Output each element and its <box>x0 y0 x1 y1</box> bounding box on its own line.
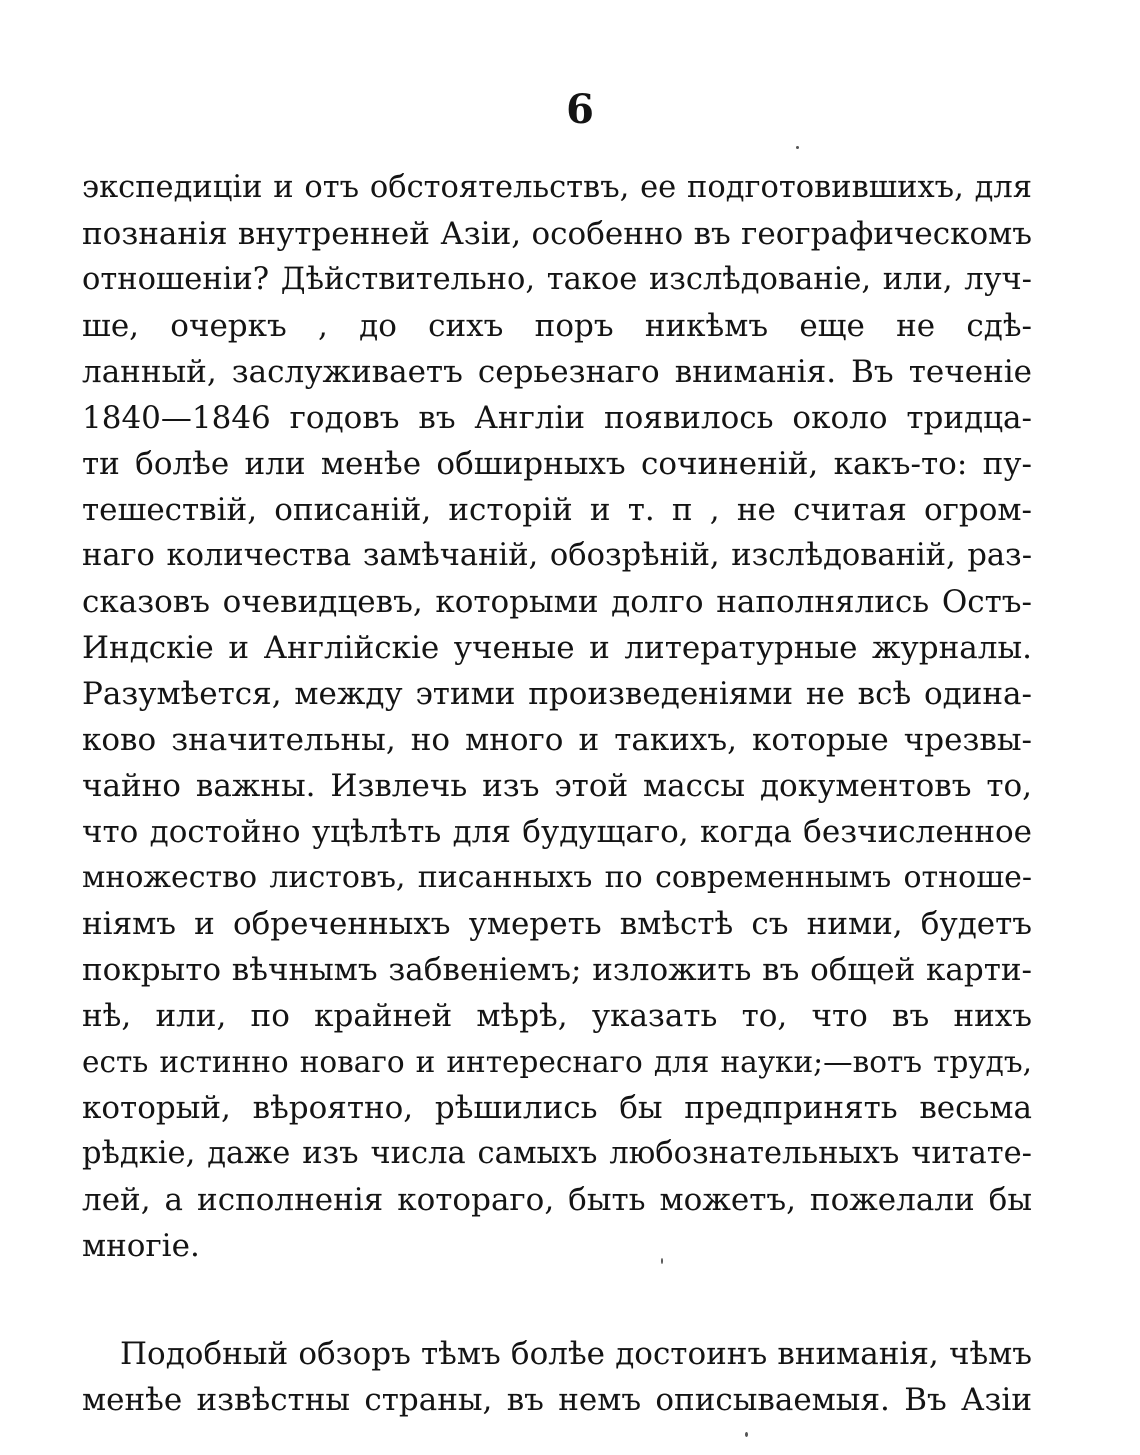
text-line: 1840—1846 годовъ въ Англіи появилось около тридца- <box>82 400 1032 436</box>
text-line: Индскіе и Англійскіе ученые и литературные журналы. <box>82 630 1032 666</box>
text-line: нѣ, или, по крайней мѣрѣ, указать то, что въ нихъ <box>82 998 1032 1034</box>
text-line: есть истинно новаго и интереснаго для науки;—вотъ трудъ, <box>82 1045 1032 1079</box>
text-line: ніямъ и обреченныхъ умереть вмѣстѣ съ ними, будетъ <box>82 906 1032 942</box>
text-line: сказовъ очевидцевъ, которыми долго наполнялись Остъ- <box>82 584 1032 620</box>
text-line: лей, а исполненія котораго, быть можетъ, пожелали бы <box>82 1182 1032 1218</box>
text-line: многіе. <box>82 1228 200 1264</box>
text-line: отношеніи? Дѣйствительно, такое изслѣдованіе, или, луч- <box>82 262 1032 297</box>
text-line: экспедиціи и отъ обстоятельствъ, ее подготовившихъ, для <box>82 170 1032 205</box>
text-line: Подобный обзоръ тѣмъ болѣе достоинъ вниманія, чѣмъ <box>120 1336 1032 1372</box>
text-line: познанія внутренней Азіи, особенно въ географическомъ <box>82 216 1032 252</box>
text-line: ти болѣе или менѣе обширныхъ сочиненій, какъ-то: пу- <box>82 446 1032 482</box>
scan-speck <box>661 1258 663 1264</box>
text-line: чайно важны. Извлечь изъ этой массы документовъ то, <box>82 768 1032 804</box>
text-line: Разумѣется, между этими произведеніями не всѣ одина- <box>82 676 1032 712</box>
text-line: менѣе извѣстны страны, въ немъ описываемыя. Въ Азіи <box>82 1382 1032 1418</box>
text-line: что достойно уцѣлѣть для будущаго, когда безчисленное <box>82 814 1032 850</box>
text-line: который, вѣроятно, рѣшились бы предпринять весьма <box>82 1090 1032 1126</box>
page-number: 6 <box>566 86 594 133</box>
text-line: рѣдкіе, даже изъ числа самыхъ любознательныхъ читате- <box>82 1136 1032 1171</box>
scan-speck <box>796 146 799 149</box>
text-line: наго количества замѣчаній, обозрѣній, изслѣдованій, раз- <box>82 538 1032 573</box>
text-line: покрыто вѣчнымъ забвеніемъ; изложить въ общей карти- <box>82 952 1032 988</box>
text-line: ланный, заслуживаетъ серьезнаго вниманія. Въ теченіе <box>82 354 1032 390</box>
scan-speck <box>745 1432 748 1437</box>
text-line: ше, очеркъ , до сихъ поръ никѣмъ еще не сдѣ- <box>82 308 1032 344</box>
text-line: множество листовъ, писанныхъ по современнымъ отноше- <box>82 860 1032 895</box>
text-line: ково значительны, но много и такихъ, которые чрезвы- <box>82 722 1032 758</box>
text-line: тешествій, описаній, исторій и т. п , не считая огром- <box>82 492 1032 528</box>
